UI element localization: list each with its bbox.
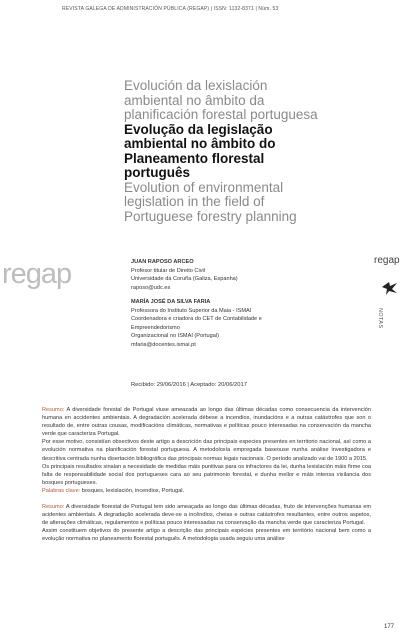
keywords-label: Palabras clave:: [42, 487, 81, 494]
page-number: 177: [384, 624, 395, 630]
author-affiliation: Organizacional no ISMAI (Portugal): [131, 333, 219, 339]
abstract-gl-p1: Resumo: A diversidade forestal de Portugal viuse ameazada ao longo das últimas décadas como consecuencia da intervención humana en accidentes ambientais. A degradación acelerada débese a incendios, inundacións e a outras catástrofes que son o resultado de, entre outras cousas, modificacións climáticas, normativas e políticas pouco interesadas na conservación da mancha verde que caracteriza Portugal.: [42, 407, 371, 438]
author-1: [131, 258, 311, 292]
keywords-gl: Palabras clave: bosques, lexislación, incendios, Portugal.: [42, 487, 185, 494]
section-label: NOTAS: [377, 308, 383, 329]
abstract-pt-p1: Resumo: A diversidade florestal de Portugal tem sido ameaçada ao longo das últimas décadas, fruto de intervenções humanas em acidentes ambientais. A degradação acelerada deve-se a incêndios, cheias e outras catástrofes resultantes, entre outros aspetos, de alterações climáticas, regulamentos e políticas pouco interessadas na conservação da mancha verde que caracteriza Portugal.: [42, 504, 371, 527]
author-2: [131, 298, 311, 349]
received-dates: Recibido: 29/06/2016 | Aceptado: 20/06/2017: [131, 382, 247, 388]
abstracts: [42, 406, 371, 544]
title-galician: Evolución da lexislación ambiental no âmbito da planificación forestal portuguesa: [124, 78, 318, 122]
title-portuguese: Evolução da legislação ambiental no âmbito do Planeamento florestal português: [124, 121, 276, 180]
author-name: JUAN RAPOSO ARCEO: [131, 259, 194, 265]
abstract-label: Resumo:: [42, 504, 65, 511]
title-block: [124, 79, 329, 224]
regap-logo-small: regap: [374, 255, 400, 266]
abstract-gl-p2: Por esse motivo, consistían obxectivos deste artigo a descrición das principais especies presentes en territorio nacional, así como a evolución normativa na planificación forestal portuguesa. A metodoloxía empregada baseouse nunha análise investigadora e descritiva centrada nunha disertación bibliográfica das principais normas legais nacionais. O período analizado vai de 1900 a 2015.: [42, 439, 371, 462]
authors-block: [131, 258, 311, 355]
author-email: mfaria@docentes.ismai.pt: [131, 341, 196, 348]
author-affiliation: Universidade da Coruña (Galiza, Espanha): [131, 276, 238, 282]
author-name: MARÍA JOSÉ DA SILVA FARIA: [131, 299, 211, 305]
author-affiliation: Coordenadora e criadora do CET de Contabilidade e Empreendedorismo: [131, 316, 262, 331]
bird-logo-icon: [380, 278, 400, 298]
author-affiliation: Profesor titular de Direito Civil: [131, 267, 205, 274]
title-english: Evolution of environmental legislation in the field of Portuguese forestry planning: [124, 179, 297, 224]
abstract-pt-p2: Assim constituem objetivos do presente artigo a descrição das principais espécies presentes em território nacional bem como a evolução normativa no planeamento florestal português. A metodologia usada seguiu uma análise: [42, 528, 371, 543]
regap-logo-large: regap: [2, 258, 72, 290]
author-affiliation: Professora do Instituto Superior da Maia - ISMAI: [131, 307, 252, 314]
author-email: raposo@udc.es: [131, 284, 171, 291]
journal-header: REVISTA GALEGA DE ADMINISTRACIÓN PÚBLICA (REGAP) | ISSN: 1132-8371 | Núm. 53: [62, 6, 279, 12]
abstract-label: Resumo:: [42, 407, 65, 413]
abstract-gl-p3: Os principais resultados sinalan a necesidade de medidas máis punitivas para os infractores da lei, dunha lexislación máis firme coa falta de responsabilidade social dos portugueses cara ao seu patrimonio forestal, e dunha mellor e máis intensa vixilancia dos bosques portugueses.: [42, 463, 371, 486]
